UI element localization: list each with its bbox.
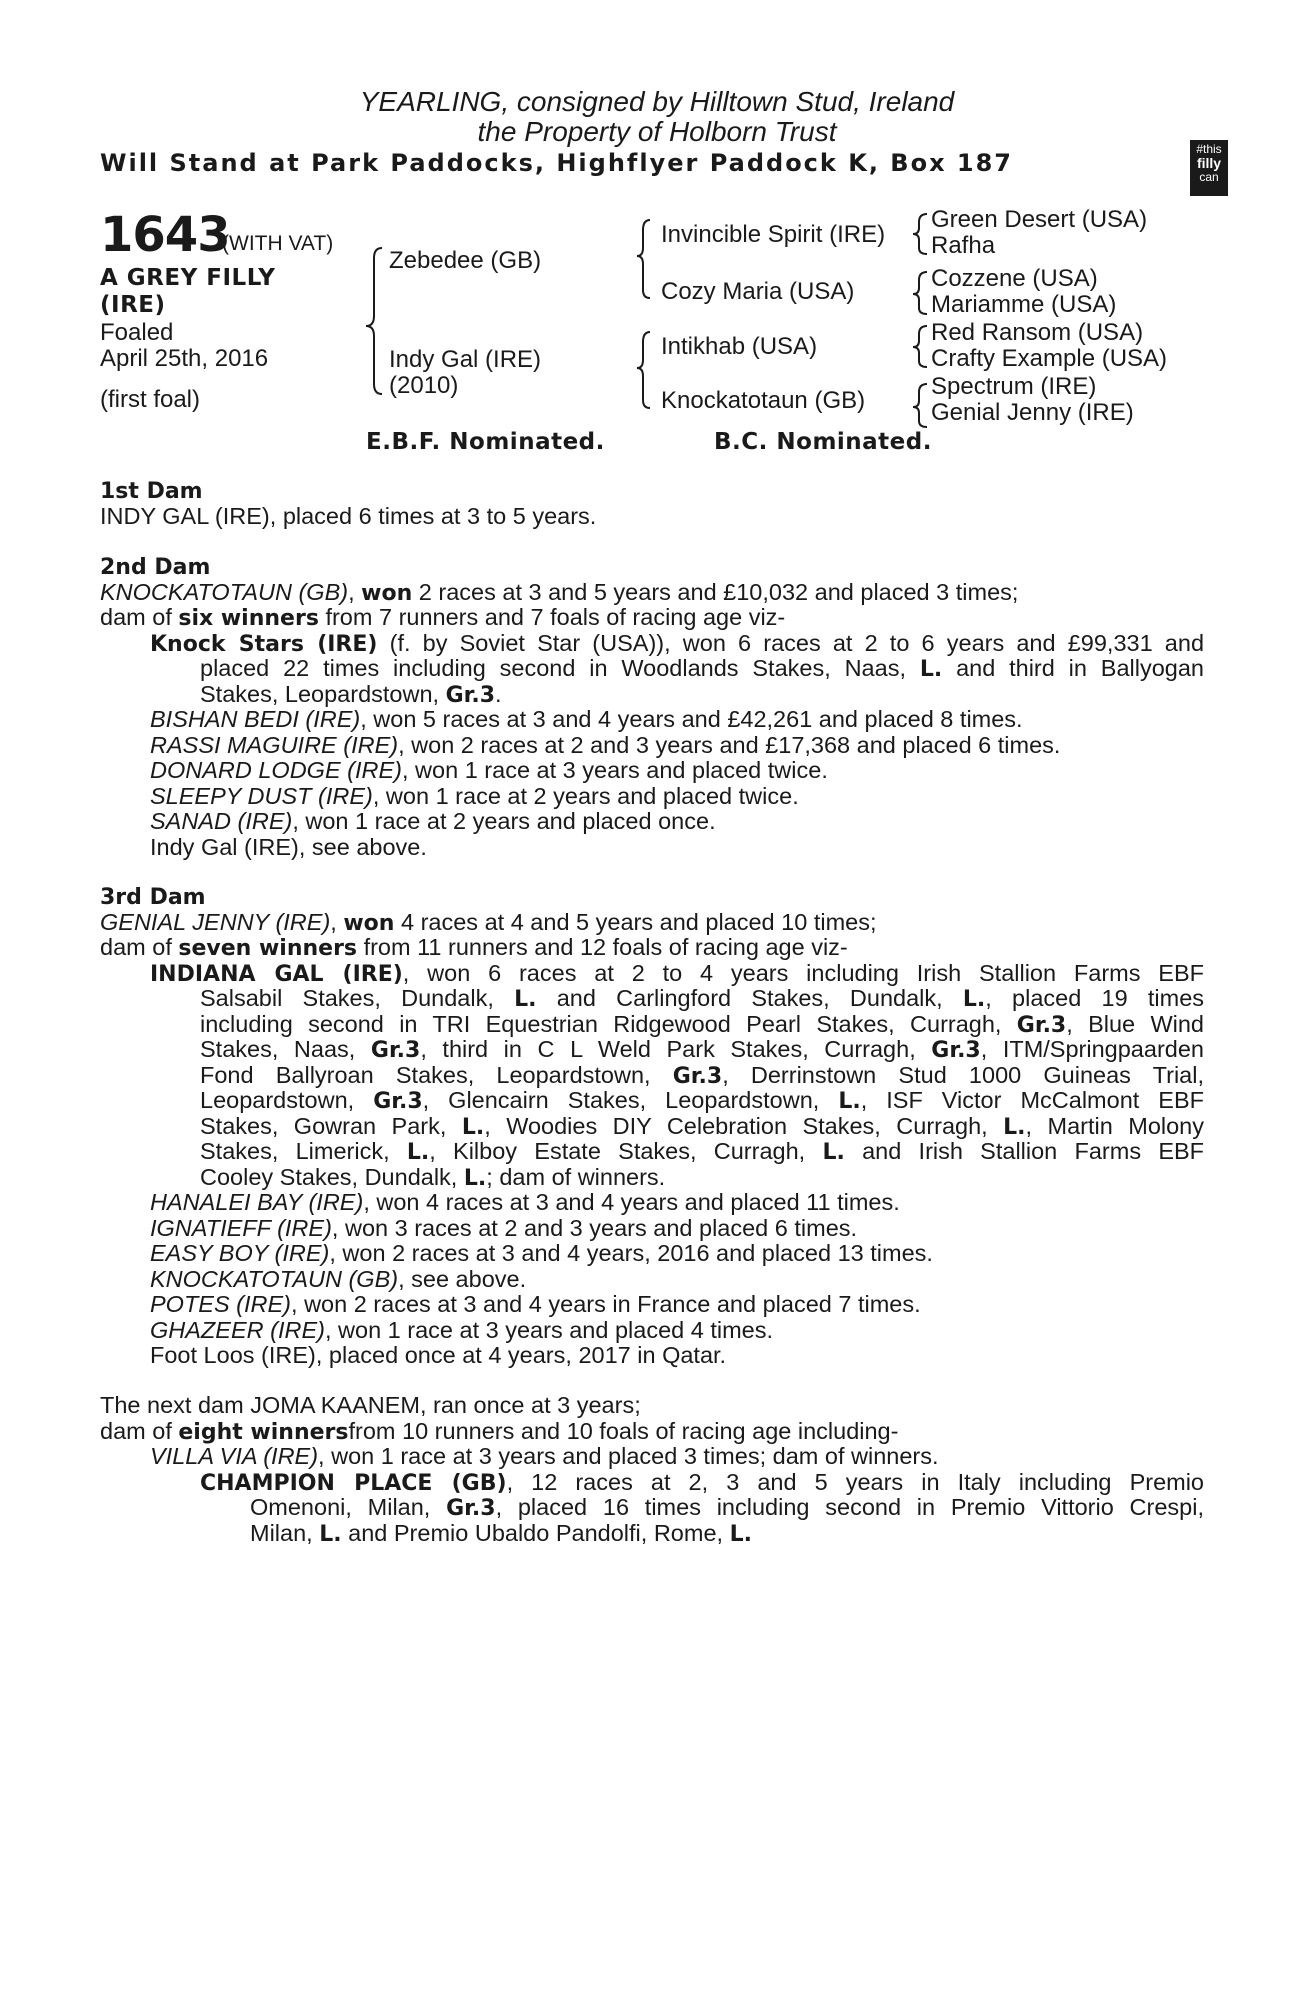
third-dam-heading: 3rd Dam: [100, 885, 206, 910]
lot-description-2: (IRE): [100, 292, 166, 318]
champion-place-line-3: Milan, L. and Premio Ubaldo Pandolfi, Rome, L.: [250, 1519, 752, 1547]
dam-sire: Intikhab (USA): [661, 333, 818, 360]
third-dam-line: GENIAL JENNY (IRE), won 4 races at 4 and 5 years and placed 10 times;: [100, 908, 877, 936]
indiana-gal-line-6: Leopardstown, Gr.3, Glencairn Stakes, Leopardstown, L., ISF Victor McCalmont EBF: [200, 1087, 1205, 1114]
produce-villa-via: VILLA VIA (IRE), won 1 race at 3 years and placed 3 times; dam of winners.: [150, 1443, 939, 1469]
indiana-gal-line-4: Stakes, Naas, Gr.3, third in C L Weld Park Stakes, Curragh, Gr.3, ITM/Springpaarden: [200, 1036, 1204, 1063]
third-dam-section: [100, 884, 1204, 1369]
dam: Indy Gal (IRE): [389, 346, 542, 373]
next-dam-produce-line: dam of eight winnersfrom 10 runners and 10 foals of racing age including-: [100, 1417, 899, 1445]
produce-ghazeer: GHAZEER (IRE), won 1 race at 3 years and placed 4 times.: [150, 1316, 774, 1343]
sire: Zebedee (GB): [389, 247, 542, 274]
grandparent-4: Mariamme (USA): [931, 291, 1117, 318]
ebf-nominated: E.B.F. Nominated.: [366, 429, 605, 455]
indiana-gal-line-2: Salsabil Stakes, Dundalk, L. and Carlingford Stakes, Dundalk, L., placed 19 times: [200, 985, 1205, 1012]
logo-text-1: #this: [1196, 142, 1222, 156]
produce-potes: POTES (IRE), won 2 races at 3 and 4 years in France and placed 7 times.: [150, 1291, 921, 1317]
second-dam-heading: 2nd Dam: [100, 555, 211, 580]
first-dam-heading: 1st Dam: [100, 479, 203, 504]
knock-stars-line-3: Stakes, Leopardstown, Gr.3.: [200, 680, 502, 708]
logo-text-3: can: [1199, 170, 1219, 184]
bc-nominated: B.C. Nominated.: [714, 429, 932, 455]
produce-indy-gal: Indy Gal (IRE), see above.: [150, 833, 427, 860]
knock-stars-line-1: Knock Stars (IRE) (f. by Soviet Star (USA)), won 6 races at 2 to 6 years and £99,331 and: [150, 629, 1205, 657]
next-dam-section: [100, 1393, 1204, 1546]
grandparent-5: Red Ransom (USA): [931, 319, 1144, 346]
vat-note: (WITH VAT): [222, 232, 334, 255]
dam-dam: Knockatotaun (GB): [661, 387, 866, 414]
foaled-date: April 25th, 2016: [100, 345, 269, 372]
first-dam-text: INDY GAL (IRE), placed 6 times at 3 to 5 years.: [100, 502, 597, 529]
produce-ignatieff: IGNATIEFF (IRE), won 3 races at 2 and 3 years and placed 6 times.: [150, 1214, 858, 1241]
produce-sanad: SANAD (IRE), won 1 race at 2 years and placed once.: [150, 808, 716, 834]
third-dam-produce-line: dam of seven winners from 11 runners and 12 foals of racing age viz-: [100, 934, 848, 961]
produce-bishan-bedi: BISHAN BEDI (IRE), won 5 races at 3 and 4 years and £42,261 and placed 8 times.: [150, 706, 1023, 732]
dam-year: (2010): [389, 372, 459, 399]
second-dam-produce-line: dam of six winners from 7 runners and 7 foals of racing age viz-: [100, 604, 786, 631]
produce-hanalei-bay: HANALEI BAY (IRE), won 4 races at 3 and 4 years and placed 11 times.: [150, 1189, 900, 1215]
indiana-gal-line-8: Stakes, Limerick, L., Kilboy Estate Stakes, Curragh, L. and Irish Stallion Farms EBF: [200, 1138, 1205, 1165]
indiana-gal-line-1: INDIANA GAL (IRE), won 6 races at 2 to 4 years including Irish Stallion Farms EBF: [150, 959, 1204, 987]
next-dam-line: The next dam JOMA KAANEM, ran once at 3 years;: [100, 1392, 641, 1418]
produce-easy-boy: EASY BOY (IRE), won 2 races at 3 and 4 years, 2016 and placed 13 times.: [150, 1240, 933, 1266]
sire-dam: Cozy Maria (USA): [661, 278, 855, 305]
grandparent-1: Green Desert (USA): [931, 206, 1148, 233]
produce-foot-loos: Foot Loos (IRE), placed once at 4 years, 2017 in Qatar.: [150, 1342, 727, 1368]
header-line-3: Will Stand at Park Paddocks, Highflyer Paddock K, Box 187: [100, 149, 1014, 177]
indiana-gal-line-7: Stakes, Gowran Park, L., Woodies DIY Celebration Stakes, Curragh, L., Martin Molony: [200, 1112, 1205, 1140]
foaled-label: Foaled: [100, 319, 174, 346]
lot-description-1: A GREY FILLY: [100, 265, 276, 291]
second-dam-section: [100, 554, 1204, 860]
produce-knockatotaun: KNOCKATOTAUN (GB), see above.: [150, 1265, 527, 1292]
grandparent-3: Cozzene (USA): [931, 265, 1098, 292]
produce-rassi-maguire: RASSI MAGUIRE (IRE), won 2 races at 2 and 3 years and £17,368 and placed 6 times.: [150, 731, 1061, 758]
champion-place-line-2: Omenoni, Milan, Gr.3, placed 16 times including second in Premio Vittorio Crespi,: [250, 1494, 1204, 1521]
lot-number: 1643: [100, 207, 230, 263]
second-dam-line: KNOCKATOTAUN (GB), won 2 races at 3 and 5 years and £10,032 and placed 3 times;: [100, 578, 1019, 606]
grandparent-7: Spectrum (IRE): [931, 373, 1097, 400]
knock-stars-line-2: placed 22 times including second in Woodlands Stakes, Naas, L. and third in Ballyogan: [200, 655, 1205, 682]
champion-place-line-1: CHAMPION PLACE (GB), 12 races at 2, 3 and 5 years in Italy including Premio: [200, 1468, 1205, 1496]
header-line-2: the Property of Holborn Trust: [477, 116, 837, 147]
header-line-1: YEARLING, consigned by Hilltown Stud, Ireland: [359, 86, 955, 117]
grandparent-8: Genial Jenny (IRE): [931, 399, 1134, 426]
indiana-gal-line-5: Fond Ballyroan Stakes, Leopardstown, Gr.3, Derrinstown Stud 1000 Guineas Trial,: [200, 1061, 1205, 1089]
indiana-gal-line-3: including second in TRI Equestrian Ridgewood Pearl Stakes, Curragh, Gr.3, Blue Wind: [200, 1010, 1204, 1038]
first-foal-note: (first foal): [100, 386, 201, 413]
grandparent-2: Rafha: [931, 232, 996, 259]
indiana-gal-line-9: Cooley Stakes, Dundalk, L.; dam of winners.: [200, 1163, 666, 1191]
logo-text-2: filly: [1196, 155, 1222, 171]
sire-sire: Invincible Spirit (IRE): [661, 221, 886, 248]
first-dam-section: [100, 478, 596, 529]
produce-sleepy-dust: SLEEPY DUST (IRE), won 1 race at 2 years and placed twice.: [150, 782, 799, 809]
produce-donard-lodge: DONARD LODGE (IRE), won 1 race at 3 years and placed twice.: [150, 757, 828, 783]
grandparent-6: Crafty Example (USA): [931, 345, 1168, 372]
